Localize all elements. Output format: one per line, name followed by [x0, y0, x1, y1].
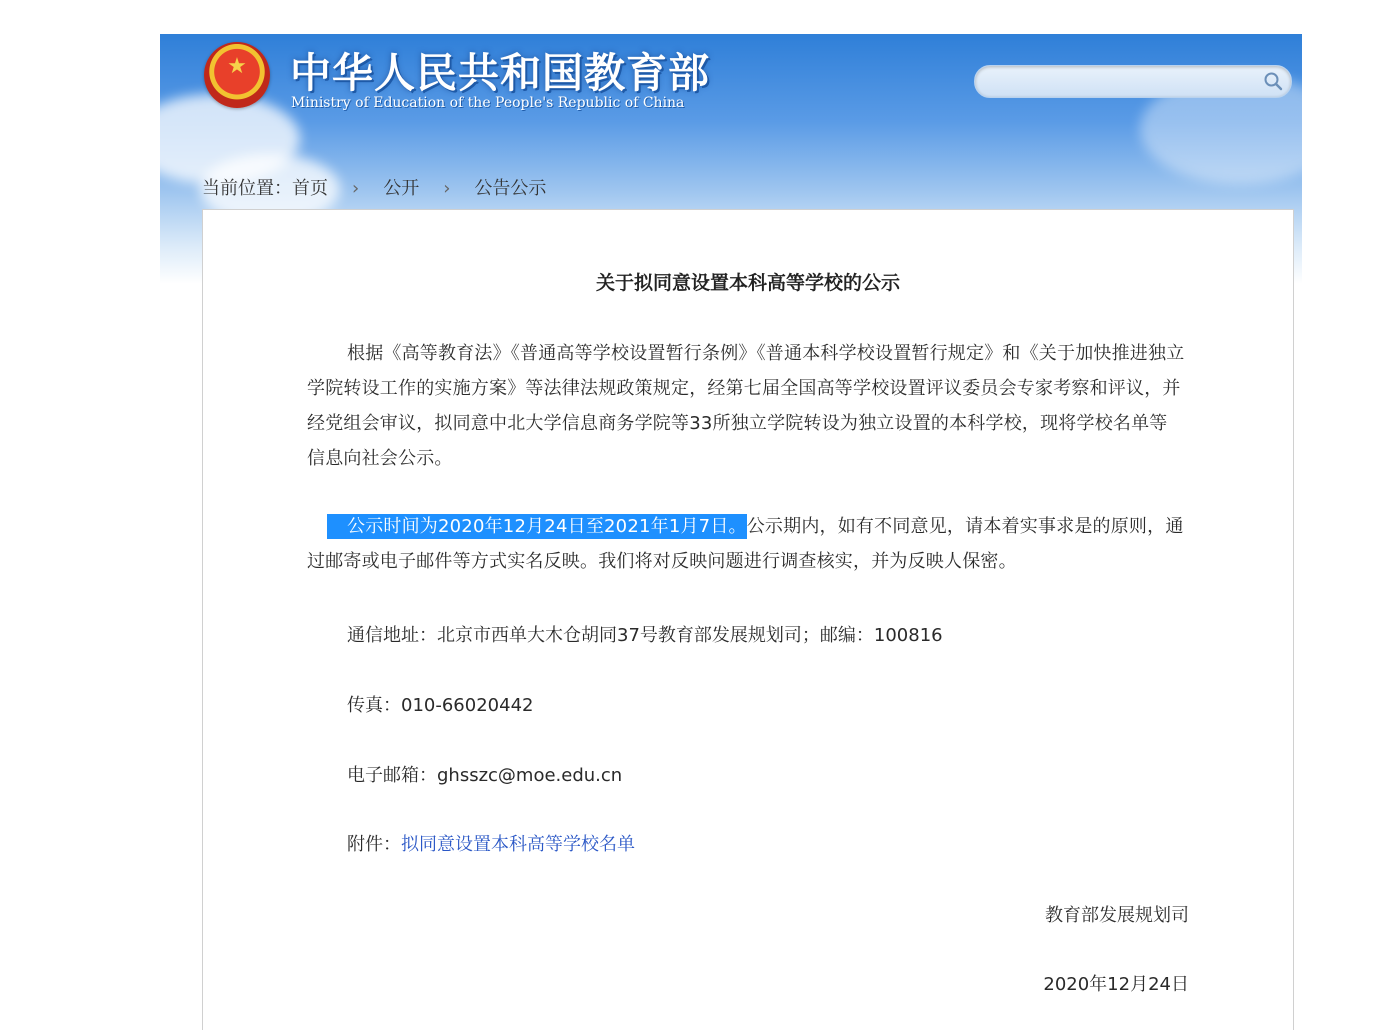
article-paragraph-intro: 根据《高等教育法》《普通高等学校设置暂行条例》《普通本科学校设置暂行规定》和《关于加快推进独立学院转设工作的实施方案》等法律法规政策规定，经第七届全国高等学校设置评议委员会专家考察和评议，并经党组会审议，拟同意中北大学信息商务学院等33所独立学院转设为独立设置的本科学校，现将学校名单等信息向社会公示。	[307, 343, 1185, 469]
breadcrumb-public-link[interactable]: 公开	[383, 178, 420, 199]
contact-address: 通信地址：北京市西单大木仓胡同37号教育部发展规划司；邮编：100816	[347, 625, 943, 646]
star-icon: ★	[227, 54, 247, 80]
breadcrumb-notice-link[interactable]: 公告公示	[474, 178, 547, 199]
signature-date: 2020年12月24日	[1043, 974, 1189, 995]
breadcrumb-separator: ›	[443, 178, 451, 199]
breadcrumb-label: 当前位置：	[202, 178, 292, 199]
attachment-row	[347, 830, 635, 856]
site-title: 中华人民共和国教育部	[290, 49, 710, 97]
search-input[interactable]	[987, 70, 1251, 94]
article-title: 关于拟同意设置本科高等学校的公示	[595, 272, 900, 294]
article-paragraph-period-rest: 公示期内，如有不同意见，请本着实事求是的原则，通过邮寄或电子邮件等方式实名反映。我们将对反映问题进行调查核实，并为反映人保密。	[307, 516, 1184, 572]
contact-fax: 传真：010-66020442	[347, 695, 534, 716]
breadcrumb-separator: ›	[352, 178, 360, 199]
selected-text-highlight: 公示时间为2020年12月24日至2021年1月7日。	[327, 514, 747, 539]
article-panel	[202, 209, 1294, 1030]
site-subtitle: Ministry of Education of the People's Republic of China	[291, 95, 685, 111]
search-icon[interactable]	[1263, 71, 1283, 91]
search-box[interactable]	[974, 65, 1292, 98]
article-paragraph-period	[307, 509, 1185, 579]
breadcrumb	[202, 174, 546, 200]
contact-email: 电子邮箱：ghsszc@moe.edu.cn	[347, 765, 623, 786]
attachment-label: 附件：	[347, 834, 401, 855]
national-emblem-icon	[204, 42, 270, 108]
attachment-link[interactable]: 拟同意设置本科高等学校名单	[401, 834, 635, 855]
breadcrumb-home-link[interactable]: 首页	[292, 178, 328, 199]
signature-department: 教育部发展规划司	[1045, 905, 1189, 926]
